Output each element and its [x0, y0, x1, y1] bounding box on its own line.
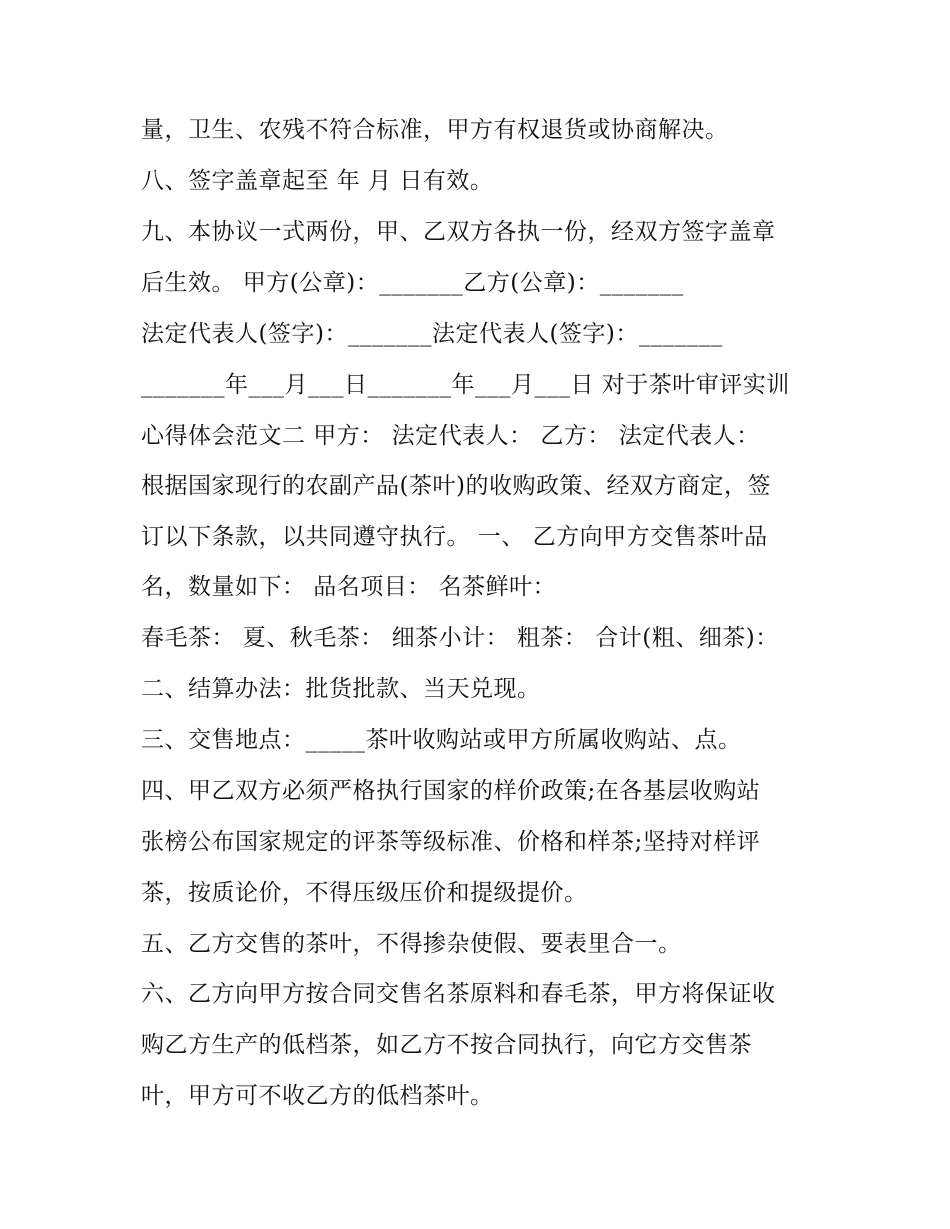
text-line: 六、乙方向甲方按合同交售名茶原料和春毛茶，甲方将保证收	[141, 981, 776, 1007]
text-line: 茶，按质论价，不得压级压价和提级提价。	[141, 880, 588, 906]
text-line: 量，卫生、农残不符合标准，甲方有权退货或协商解决。	[141, 117, 729, 143]
text-line: 订以下条款，以共同遵守执行。 一、 乙方向甲方交售茶叶品	[141, 524, 768, 550]
text-line: 三、交售地点：_____茶叶收购站或甲方所属收购站、点。	[141, 727, 742, 753]
text-line: _______年___月___日_______年___月___日 对于茶叶审评实训	[141, 372, 790, 398]
text-line: 法定代表人(签字)：_______法定代表人(签字)：_______	[141, 321, 723, 347]
text-line: 二、结算办法：批货批款、当天兑现。	[141, 676, 541, 702]
text-line: 叶，甲方可不收乙方的低档茶叶。	[141, 1083, 494, 1109]
text-line: 五、乙方交售的茶叶，不得掺杂使假、要表里合一。	[141, 931, 682, 957]
text-line: 九、本协议一式两份，甲、乙双方各执一份，经双方签字盖章	[141, 219, 776, 245]
text-line: 四、甲乙双方必须严格执行国家的样价政策;在各基层收购站	[141, 778, 761, 804]
text-line: 名，数量如下： 品名项目： 名茶鲜叶：	[141, 574, 557, 600]
text-line: 春毛茶： 夏、秋毛茶： 细茶小计： 粗茶： 合计(粗、细茶)：	[141, 625, 779, 651]
text-line: 后生效。 甲方(公章)：_______乙方(公章)：_______	[141, 270, 684, 296]
text-line: 心得体会范文二 甲方： 法定代表人： 乙方： 法定代表人：	[141, 423, 760, 449]
text-line: 八、签字盖章起至 年 月 日有效。	[141, 168, 494, 194]
text-line: 购乙方生产的低档茶，如乙方不按合同执行，向它方交售茶	[141, 1032, 752, 1058]
text-line: 张榜公布国家规定的评茶等级标准、价格和样茶;坚持对样评	[141, 829, 761, 855]
text-line: 根据国家现行的农副产品(茶叶)的收购政策、经双方商定，签	[141, 473, 771, 499]
